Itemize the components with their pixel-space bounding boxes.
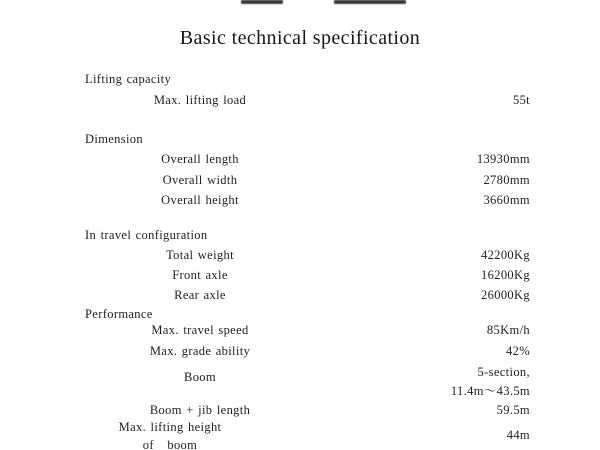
spec-value: 44m bbox=[506, 428, 530, 442]
spec-value: 85Km/h bbox=[486, 323, 530, 337]
cropped-text-artifact bbox=[241, 0, 283, 4]
spec-label bbox=[60, 418, 280, 450]
spec-label: Total weight bbox=[166, 248, 234, 262]
spec-label: Overall width bbox=[162, 173, 238, 187]
section-label: Performance bbox=[85, 307, 153, 321]
spec-row-max-grade-ability bbox=[0, 344, 600, 360]
spec-label: Overall length bbox=[161, 152, 239, 166]
cropped-text-artifact bbox=[334, 0, 406, 4]
spec-label: Front axle bbox=[172, 268, 228, 282]
spec-row-overall-length bbox=[0, 152, 600, 168]
section-header-dimension bbox=[0, 132, 600, 148]
section-label: In travel configuration bbox=[85, 228, 208, 242]
spec-value: 42200Kg bbox=[481, 248, 530, 262]
section-label: Dimension bbox=[85, 132, 144, 146]
spec-row-boom-jib-length bbox=[0, 403, 600, 419]
spec-value: 2780mm bbox=[483, 173, 530, 187]
spec-label-line: Max. lifting height bbox=[118, 420, 222, 434]
spec-value: 55t bbox=[512, 93, 530, 107]
page-title: Basic technical specification bbox=[179, 27, 421, 49]
section-header-in-travel-configuration bbox=[0, 228, 600, 244]
section-header-performance bbox=[0, 307, 600, 323]
section-label: Lifting capacity bbox=[85, 72, 172, 86]
spec-row-overall-width bbox=[0, 173, 600, 189]
spec-label: Boom bbox=[184, 370, 216, 384]
spec-row-total-weight bbox=[0, 248, 600, 264]
spec-row-overall-height bbox=[0, 193, 600, 209]
spec-row-max-lifting-height-of-boom bbox=[0, 418, 600, 450]
spec-row-max-travel-speed bbox=[0, 323, 600, 339]
spec-label: Max. lifting load bbox=[153, 93, 247, 107]
spec-label-line: of boom bbox=[142, 438, 198, 450]
spec-label: Boom + jib length bbox=[149, 403, 251, 417]
spec-label: Rear axle bbox=[174, 288, 226, 302]
spec-value: 59.5m bbox=[496, 403, 530, 417]
spec-value: 13930mm bbox=[476, 152, 530, 166]
spec-value-line: 5-section, bbox=[477, 365, 530, 379]
spec-label: Max. grade ability bbox=[149, 344, 251, 358]
spec-value: 16200Kg bbox=[481, 268, 530, 282]
spec-row-rear-axle bbox=[0, 288, 600, 304]
spec-value: 3660mm bbox=[483, 193, 530, 207]
spec-row-front-axle bbox=[0, 268, 600, 284]
spec-label: Max. travel speed bbox=[151, 323, 249, 337]
spec-value: 26000Kg bbox=[481, 288, 530, 302]
spec-row-boom bbox=[0, 363, 600, 405]
spec-row-max-lifting-load bbox=[0, 93, 600, 109]
spec-value bbox=[330, 363, 530, 403]
spec-label: Overall height bbox=[161, 193, 239, 207]
section-header-lifting-capacity bbox=[0, 72, 600, 88]
spec-value: 42% bbox=[506, 344, 530, 358]
spec-value-line: 11.4m～43.5m bbox=[450, 384, 530, 398]
